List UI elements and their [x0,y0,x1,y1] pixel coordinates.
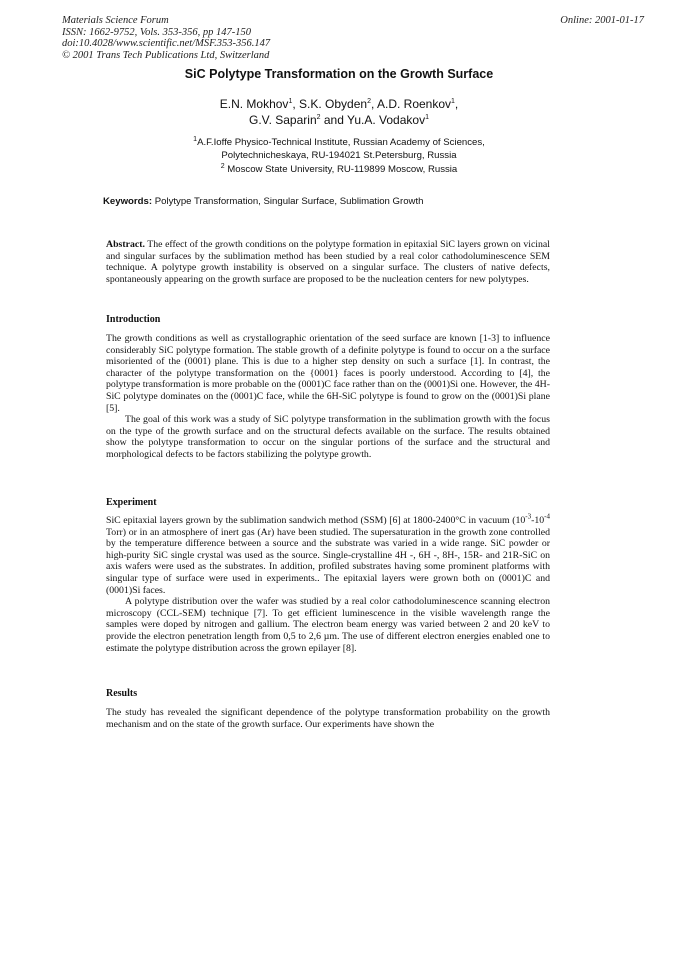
results-body [106,707,550,730]
author-name: and Yu.A. Vodakov [320,113,426,127]
paragraph: The goal of this work was a study of SiC polytype transformation in the sublimation growth with the focus on the type of the growth surface and on the structural defects available on the surface. The results obtained show the polytype transformation to occur on the singular portions of the surface and the structural and morphological defects to be factors stabilizing the polytype growth. [106,414,550,460]
affiliation-2 [0,164,678,175]
text-run: SiC epitaxial layers grown by the sublimation sandwich method (SSM) [6] at 1800-2400°C in vacuum (10 [106,515,526,526]
affiliation-mark: 2 [220,162,225,170]
affiliation-text: A.F.Ioffe Physico-Technical Institute, Russian Academy of Sciences, [197,137,485,148]
affiliation-mark: 2 [316,114,321,121]
keywords-text: Polytype Transformation, Singular Surface, Sublimation Growth [152,196,424,207]
keywords [103,196,523,207]
author-name: E.N. Mokhov [219,97,289,111]
affiliation-1-line-1 [0,137,678,150]
experiment-body [106,512,550,654]
author-line-2 [0,112,678,128]
affiliation-mark: 2 [367,98,371,105]
affiliation-1-line-2: Polytechnicheskaya, RU-194021 St.Petersburg, Russia [221,149,457,161]
online-date: Online: 2001-01-17 [560,15,644,26]
author-name: , S.K. Obyden [292,97,368,111]
exponent: -4 [544,512,550,521]
section-heading-results: Results [106,688,138,699]
section-heading-experiment: Experiment [106,497,157,508]
introduction-body [106,333,550,461]
author-name: G.V. Saparin [249,113,317,127]
keywords-label: Keywords: [103,196,153,207]
affiliation-mark: 1 [288,98,293,105]
section-heading-introduction: Introduction [106,314,161,325]
copyright-line: © 2001 Trans Tech Publications Ltd, Switzerland [62,49,270,61]
affiliation-mark: 1 [425,114,429,121]
paper-title: SiC Polytype Transformation on the Growth Surface [184,67,494,81]
affiliation-mark: 1 [451,98,455,105]
paragraph: The study has revealed the significant dependence of the polytype transformation probability on the growth mechanism and on the state of the growth surface. Our experiments have shown the [106,707,550,730]
abstract-paragraph [106,239,550,285]
abstract-label: Abstract. [106,239,145,250]
affiliation-text: Moscow State University, RU-119899 Moscow, Russia [224,164,458,175]
doi-line: doi:10.4028/www.scientific.net/MSF.353-356.147 [62,38,271,49]
separator: , [454,97,459,111]
exponent: -3 [525,512,532,521]
paragraph: A polytype distribution over the wafer was studied by a real color cathodoluminescence scanning electron microscopy (CCL-SEM) technique [7]. To get efficient luminescence in the visible wavelength range the samples were doped by nitrogen and gallium. The electron beam energy was varied between 2 and 20 keV to provide the electron penetration length from 0,5 to 2,6 µm. The use of different electron energies enabled one to estimate the polytype distribution across the grown epilayer [8]. [106,596,550,654]
author-line-1 [0,96,678,112]
text-run: Torr) or in an atmosphere of inert gas (Ar) have been studied. The supersaturation in the growth zone controlled by the temperature difference between a source and the substrate was varied in a wide range. SiC powder or high-purity SiC single crystal was used as the source. Single-crystalline 4H -, 6H -, 8H-, 15R- and 21R-SiC on axis wafers were used as the substrates. In addition, profiled substrates having some prominent platforms with singular type of surface were used in experiments.. The epitaxial layers were grown both on (0001)C and (0001)Si faces. [106,526,550,596]
issn-line: ISSN: 1662-9752, Vols. 353-356, pp 147-150 [62,26,251,38]
abstract [106,239,550,285]
affiliation-mark: 1 [193,135,198,143]
text-run: -10 [531,515,545,526]
affiliation-1 [0,137,678,162]
paragraph: The growth conditions as well as crystallographic orientation of the seed surface are known [1-3] to influence considerably SiC polytype formation. The stable growth of a definite polytype is found to occur on a the surface misoriented of the (0001) plane. This is due to a higher step density on such a surface [1]. In contrast, the character of the polytype transformation on the {0001} faces is poorly understood. According to [4], the polytype transformation is more probable on the (0001)C face rather than on the (0001)Si one. However, the 4H-SiC polytype dominates on the (0001)C face, while the 6H-SiC polytype is found to grow on the (0001)Si plane [5]. [106,333,550,414]
journal-name: Materials Science Forum [62,15,169,26]
author-name: , A.D. Roenkov [370,97,452,111]
publication-header [62,15,270,61]
abstract-text: The effect of the growth conditions on the polytype formation in epitaxial SiC layers grown on vicinal and singular surfaces by the sublimation method has been studied by a real color cathodoluminescence SEM technique. A polytype growth instability is observed on a singular surface. The clusters of native defects, spontaneously appearing on the growth surface are proposed to be the nucleation centers for new polytypes. [106,239,550,285]
author-list [0,96,678,128]
paragraph [106,512,550,596]
